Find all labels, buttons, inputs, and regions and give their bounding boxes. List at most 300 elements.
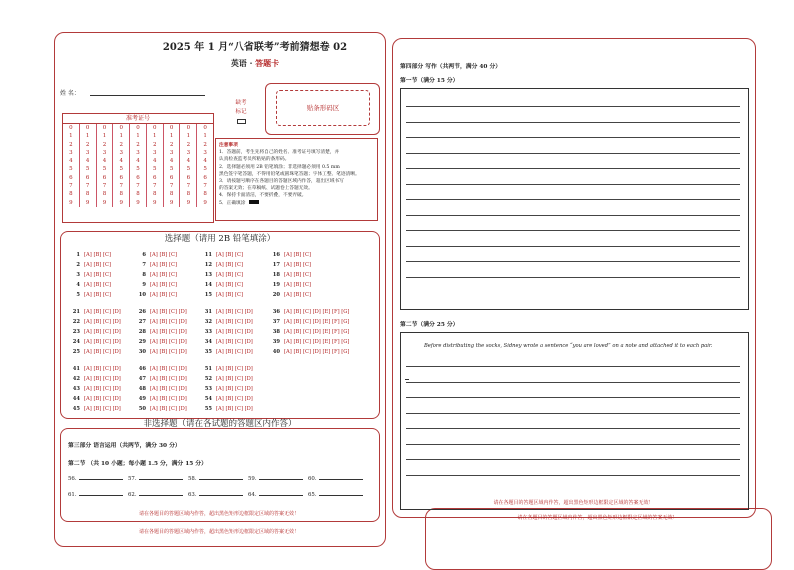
question-number: 26: [138, 309, 146, 315]
exam-id-digit[interactable]: 4: [186, 158, 191, 165]
exam-id-digit[interactable]: 2: [85, 141, 90, 148]
name-field[interactable]: [60, 88, 80, 97]
choice-question[interactable]: [130, 309, 187, 315]
choice-question[interactable]: [196, 272, 243, 278]
exam-id-digit[interactable]: 0: [186, 125, 191, 131]
exam-id-columns[interactable]: [63, 124, 213, 207]
exam-id-digit[interactable]: 6: [136, 174, 140, 181]
right-bottom-warning: 请在各题目的答题区域内作答，超出黑色矩形边框限定区域的答案无效！: [517, 515, 678, 521]
choice-question[interactable]: [64, 252, 111, 258]
answer-options[interactable]: [A] [B] [C] [D]: [216, 339, 253, 345]
question-number: 50: [138, 406, 146, 412]
writing-line: [406, 199, 740, 200]
question-number: 8: [142, 272, 146, 278]
blank-underline[interactable]: [139, 495, 183, 496]
choice-question[interactable]: [64, 406, 121, 412]
answer-options[interactable]: [A] [B] [C] [D]: [150, 386, 187, 392]
choice-question[interactable]: [264, 272, 311, 278]
exam-id-digit[interactable]: 7: [69, 183, 73, 190]
choice-question[interactable]: [264, 292, 311, 298]
exam-id-column[interactable]: [164, 124, 181, 207]
choice-question[interactable]: [130, 339, 187, 345]
exam-id-digit[interactable]: 4: [136, 158, 140, 165]
exam-id-column[interactable]: [63, 124, 80, 207]
exam-id-digit[interactable]: 6: [69, 174, 73, 181]
blank-number: 64.: [248, 492, 257, 498]
choice-question[interactable]: [130, 319, 187, 325]
answer-options[interactable]: [A] [B] [C] [D]: [150, 406, 187, 412]
choice-question[interactable]: [130, 406, 187, 412]
question-number: 2: [76, 262, 80, 268]
fill-blank[interactable]: [188, 476, 243, 482]
blank-underline[interactable]: [139, 479, 183, 480]
question-number: 10: [138, 292, 146, 298]
choice-question[interactable]: [130, 272, 177, 278]
exam-id-digit[interactable]: 8: [186, 191, 191, 198]
exam-id-digit[interactable]: 7: [119, 183, 123, 190]
notes-line: 的答案无效；在草稿纸、试题卷上答题无效。: [219, 186, 313, 192]
exam-id-digit[interactable]: 6: [102, 174, 107, 181]
writing-line: [406, 397, 740, 398]
question-number: 30: [138, 349, 146, 355]
answer-options[interactable]: [A] [B] [C]: [84, 292, 111, 298]
choice-question[interactable]: [264, 309, 349, 315]
answer-options[interactable]: [A] [B] [C] [D]: [216, 396, 253, 402]
choice-question[interactable]: [64, 272, 111, 278]
choice-question[interactable]: [196, 319, 253, 325]
exam-id-column[interactable]: [80, 124, 97, 207]
choice-question[interactable]: [196, 329, 253, 335]
exam-id-digit[interactable]: 3: [85, 149, 90, 156]
exam-id-digit[interactable]: 6: [85, 174, 90, 181]
question-number: 54: [204, 396, 212, 402]
choice-question[interactable]: [64, 319, 121, 325]
exam-id-digit[interactable]: 1: [153, 133, 157, 140]
answer-options[interactable]: [A] [B] [C]: [84, 252, 111, 258]
answer-options[interactable]: [A] [B] [C]: [284, 252, 311, 258]
exam-id-digit[interactable]: 0: [102, 125, 107, 131]
exam-id-digit[interactable]: 4: [119, 158, 123, 165]
writing-line: [406, 246, 740, 247]
answer-options[interactable]: [A] [B] [C]: [284, 282, 311, 288]
name-label: 姓 名：: [60, 90, 80, 97]
exam-id-digit[interactable]: 2: [186, 141, 191, 148]
choice-question[interactable]: [196, 292, 243, 298]
question-number: 46: [138, 366, 146, 372]
question-number: 24: [72, 339, 80, 345]
choice-question[interactable]: [130, 366, 187, 372]
exam-id-digit[interactable]: 2: [102, 141, 107, 148]
exam-id-digit[interactable]: 2: [153, 141, 157, 148]
exam-id-digit[interactable]: 5: [169, 166, 174, 173]
choice-question[interactable]: [196, 309, 253, 315]
exam-id-digit[interactable]: 1: [102, 133, 107, 140]
exam-id-column[interactable]: [147, 124, 164, 207]
answer-options[interactable]: [A] [B] [C]: [150, 262, 177, 268]
answer-options[interactable]: [A] [B] [C] [D]: [84, 376, 121, 382]
exam-id-digit[interactable]: 2: [119, 141, 123, 148]
exam-id-digit[interactable]: 5: [69, 166, 73, 173]
answer-options[interactable]: [A] [B] [C] [D]: [84, 319, 121, 325]
exam-id-digit[interactable]: 5: [85, 166, 90, 173]
answer-options[interactable]: [A] [B] [C]: [284, 262, 311, 268]
choice-question[interactable]: [130, 329, 187, 335]
question-number: 49: [138, 396, 146, 402]
exam-id-digit[interactable]: 9: [85, 199, 90, 206]
exam-id-column[interactable]: [197, 124, 213, 207]
fill-blank[interactable]: [128, 492, 183, 498]
question-number: 55: [204, 406, 212, 412]
exam-id-digit[interactable]: 9: [102, 199, 107, 206]
blank-number: 58.: [188, 476, 197, 482]
choice-question[interactable]: [130, 262, 177, 268]
choice-question[interactable]: [264, 339, 349, 345]
answer-options[interactable]: [A] [B] [C] [D]: [150, 309, 187, 315]
exam-id-digit[interactable]: 4: [169, 158, 174, 165]
exam-id-digit[interactable]: 6: [119, 174, 123, 181]
answer-options[interactable]: [A] [B] [C] [D]: [84, 309, 121, 315]
answer-options[interactable]: [A] [B] [C] [D] [E] [F] [G]: [284, 349, 350, 355]
answer-options[interactable]: [A] [B] [C] [D] [E] [F] [G]: [284, 339, 350, 345]
choice-question[interactable]: [64, 349, 121, 355]
exam-id-digit[interactable]: 1: [136, 133, 140, 140]
choice-question[interactable]: [64, 329, 121, 335]
page-title: 2025 年 1 月“八省联考”考前猜想卷 02: [162, 42, 348, 53]
choice-question[interactable]: [130, 252, 177, 258]
answer-options[interactable]: [A] [B] [C]: [216, 262, 243, 268]
answer-options[interactable]: [A] [B] [C]: [150, 252, 177, 258]
choice-question[interactable]: [196, 366, 253, 372]
exam-id-digit[interactable]: 4: [153, 158, 157, 165]
exam-id-digit[interactable]: 4: [69, 158, 73, 165]
choice-question[interactable]: [196, 282, 243, 288]
exam-id-digit[interactable]: 4: [85, 158, 90, 165]
exam-id-digit[interactable]: 9: [119, 199, 123, 206]
answer-options[interactable]: [A] [B] [C] [D]: [150, 376, 187, 382]
answer-options[interactable]: [A] [B] [C] [D]: [216, 319, 253, 325]
question-number: 16: [272, 252, 280, 258]
answer-options[interactable]: [A] [B] [C] [D]: [150, 339, 187, 345]
exam-id-digit[interactable]: 2: [136, 141, 140, 148]
question-number: 7: [142, 262, 146, 268]
exam-id-digit[interactable]: 9: [203, 199, 207, 206]
blank-underline[interactable]: [319, 495, 363, 496]
answer-options[interactable]: [A] [B] [C] [D]: [216, 406, 253, 412]
exam-id-grid[interactable]: [62, 113, 214, 223]
part4-heading: 第四部分 写作（共两节，满分 40 分）: [400, 64, 502, 70]
answer-options[interactable]: [A] [B] [C] [D]: [84, 339, 121, 345]
answer-options[interactable]: [A] [B] [C] [D]: [216, 309, 253, 315]
choice-question[interactable]: [264, 349, 349, 355]
answer-options[interactable]: [A] [B] [C]: [84, 282, 111, 288]
exam-id-digit[interactable]: 5: [102, 166, 107, 173]
choice-question[interactable]: [196, 406, 253, 412]
right-mid-warning: 请在各题目的答题区域内作答，超出黑色矩形边框限定区域的答案无效！: [493, 500, 654, 506]
answer-options[interactable]: [A] [B] [C]: [150, 292, 177, 298]
blank-underline[interactable]: [199, 479, 243, 480]
exam-id-digit[interactable]: 0: [136, 125, 140, 131]
exam-id-digit[interactable]: 0: [153, 125, 157, 131]
exam-id-digit[interactable]: 8: [85, 191, 90, 198]
exam-id-digit[interactable]: 9: [136, 199, 140, 206]
answer-options[interactable]: [A] [B] [C] [D]: [216, 349, 253, 355]
answer-options[interactable]: [A] [B] [C]: [216, 252, 243, 258]
exam-id-column[interactable]: [97, 124, 114, 207]
answer-options[interactable]: [A] [B] [C] [D]: [216, 376, 253, 382]
exam-id-digit[interactable]: 3: [203, 149, 207, 156]
exam-id-digit[interactable]: 9: [186, 199, 191, 206]
exam-id-digit[interactable]: 8: [119, 191, 123, 198]
exam-id-digit[interactable]: 7: [203, 183, 207, 190]
choice-question[interactable]: [130, 386, 187, 392]
answer-options[interactable]: [A] [B] [C] [D]: [84, 396, 121, 402]
answer-options[interactable]: [A] [B] [C]: [216, 282, 243, 288]
exam-id-digit[interactable]: 6: [203, 174, 207, 181]
exam-id-digit[interactable]: 8: [153, 191, 157, 198]
question-number: 9: [142, 282, 146, 288]
answer-options[interactable]: [A] [B] [C] [D]: [84, 406, 121, 412]
choice-question[interactable]: [196, 339, 253, 345]
answer-options[interactable]: [A] [B] [C]: [284, 292, 311, 298]
exam-id-digit[interactable]: 8: [69, 191, 73, 198]
writing-line: [406, 137, 740, 138]
answer-options[interactable]: [A] [B] [C] [D]: [216, 366, 253, 372]
subject-label: 英语 ·: [230, 58, 256, 68]
choice-question[interactable]: [196, 376, 253, 382]
question-number: 19: [272, 282, 280, 288]
question-number: 23: [72, 329, 80, 335]
blank-underline[interactable]: [259, 479, 303, 480]
writing-line: [406, 382, 740, 383]
choice-question[interactable]: [130, 376, 187, 382]
absent-mark[interactable]: [230, 99, 252, 124]
exam-id-digit[interactable]: 2: [203, 141, 207, 148]
choice-question[interactable]: [130, 396, 187, 402]
exam-id-digit[interactable]: 9: [69, 199, 73, 206]
choice-question[interactable]: [130, 282, 177, 288]
exam-id-digit[interactable]: 5: [136, 166, 140, 173]
choice-question[interactable]: [64, 292, 111, 298]
exam-id-digit[interactable]: 7: [169, 183, 174, 190]
choice-question[interactable]: [64, 282, 111, 288]
choice-question[interactable]: [130, 349, 187, 355]
answer-options[interactable]: [A] [B] [C] [D]: [84, 366, 121, 372]
choice-question[interactable]: [196, 262, 243, 268]
exam-id-digit[interactable]: 1: [186, 133, 191, 140]
answer-options[interactable]: [A] [B] [C]: [284, 272, 311, 278]
writing-line: [406, 122, 740, 123]
blank-number: 65.: [308, 492, 317, 498]
choice-question[interactable]: [196, 396, 253, 402]
choice-question[interactable]: [264, 252, 311, 258]
exam-id-digit[interactable]: 0: [203, 125, 207, 131]
exam-id-digit[interactable]: 3: [186, 149, 191, 156]
fill-blank[interactable]: [68, 476, 123, 482]
exam-id-digit[interactable]: 5: [119, 166, 123, 173]
choice-question[interactable]: [196, 349, 253, 355]
choice-question[interactable]: [264, 282, 311, 288]
blank-number: 60.: [308, 476, 317, 482]
exam-id-digit[interactable]: 8: [102, 191, 107, 198]
exam-id-column[interactable]: [130, 124, 147, 207]
exam-id-digit[interactable]: 1: [85, 133, 90, 140]
answer-options[interactable]: [A] [B] [C] [D]: [150, 319, 187, 325]
writing-line: [406, 230, 740, 231]
answer-options[interactable]: [A] [B] [C] [D] [E] [F] [G]: [284, 319, 350, 325]
exam-id-digit[interactable]: 3: [119, 149, 123, 156]
choice-question[interactable]: [64, 396, 121, 402]
exam-id-digit[interactable]: 7: [102, 183, 107, 190]
exam-id-digit[interactable]: 3: [153, 149, 157, 156]
writing-line: [406, 106, 740, 107]
exam-id-digit[interactable]: 5: [153, 166, 157, 173]
answer-options[interactable]: [A] [B] [C] [D]: [216, 386, 253, 392]
notes-line: 1．答题前，考生先将自己的姓名、准考证号填写清楚，并: [219, 150, 340, 156]
question-number: 34: [204, 339, 212, 345]
exam-id-digit[interactable]: 0: [169, 125, 174, 131]
fill-blank[interactable]: [68, 492, 123, 498]
fill-blank[interactable]: [308, 492, 363, 498]
choice-question[interactable]: [196, 252, 243, 258]
question-number: 18: [272, 272, 280, 278]
answer-options[interactable]: [A] [B] [C]: [216, 292, 243, 298]
exam-id-digit[interactable]: 3: [69, 149, 73, 156]
exam-id-label: 准考证号: [63, 114, 213, 124]
absent-label-1: 缺考: [235, 100, 247, 106]
writing-line: [406, 413, 740, 414]
answer-options[interactable]: [A] [B] [C] [D]: [150, 366, 187, 372]
fill-blank[interactable]: [128, 476, 183, 482]
answer-options[interactable]: [A] [B] [C]: [150, 282, 177, 288]
choice-question[interactable]: [264, 319, 349, 325]
writing-line: [406, 153, 740, 154]
question-number: 3: [76, 272, 80, 278]
answer-options[interactable]: [A] [B] [C]: [84, 272, 111, 278]
card-subtitle: [160, 58, 350, 69]
blank-underline[interactable]: [319, 479, 363, 480]
exam-id-column[interactable]: [180, 124, 197, 207]
exam-id-digit[interactable]: 8: [203, 191, 207, 198]
exam-id-digit[interactable]: 5: [203, 166, 207, 173]
blank-number: 63.: [188, 492, 197, 498]
notes-line: 5．正确填涂: [219, 200, 374, 207]
fill-blank[interactable]: [248, 492, 303, 498]
choice-question[interactable]: [64, 262, 111, 268]
exam-id-digit[interactable]: 9: [169, 199, 174, 206]
choice-question[interactable]: [64, 366, 121, 372]
question-number: 27: [138, 319, 146, 325]
exam-id-digit[interactable]: 1: [69, 133, 73, 140]
choice-question[interactable]: [130, 292, 177, 298]
exam-id-digit[interactable]: 1: [203, 133, 207, 140]
exam-id-digit[interactable]: 4: [102, 158, 107, 165]
exam-id-digit[interactable]: 3: [136, 149, 140, 156]
answer-options[interactable]: [A] [B] [C] [D]: [150, 329, 187, 335]
exam-id-digit[interactable]: 1: [119, 133, 123, 140]
notes-title: 注意事项: [219, 143, 238, 148]
fill-blank[interactable]: [248, 476, 303, 482]
exam-id-digit[interactable]: 0: [69, 125, 73, 131]
exam-id-digit[interactable]: 8: [136, 191, 140, 198]
exam-id-digit[interactable]: 0: [85, 125, 90, 131]
exam-id-digit[interactable]: 0: [119, 125, 123, 131]
writing-section2-box[interactable]: [400, 332, 749, 510]
exam-id-digit[interactable]: 2: [69, 141, 73, 148]
answer-options[interactable]: [A] [B] [C] [D] [E] [F] [G]: [284, 329, 350, 335]
answer-options[interactable]: [A] [B] [C] [D]: [84, 386, 121, 392]
question-number: 31: [204, 309, 212, 315]
exam-id-digit[interactable]: 7: [85, 183, 90, 190]
answer-options[interactable]: [A] [B] [C] [D]: [84, 349, 121, 355]
choice-question[interactable]: [64, 339, 121, 345]
answer-options[interactable]: [A] [B] [C]: [84, 262, 111, 268]
exam-id-digit[interactable]: 9: [153, 199, 157, 206]
blank-number: 61.: [68, 492, 77, 498]
exam-id-digit[interactable]: 4: [203, 158, 207, 165]
fill-blank[interactable]: [308, 476, 363, 482]
question-number: 40: [272, 349, 280, 355]
exam-id-digit[interactable]: 5: [186, 166, 191, 173]
question-number: 21: [72, 309, 80, 315]
question-number: 38: [272, 329, 280, 335]
absent-checkbox[interactable]: [237, 119, 246, 124]
question-number: 13: [204, 272, 212, 278]
exam-id-digit[interactable]: 1: [169, 133, 174, 140]
exam-id-digit[interactable]: 7: [186, 183, 191, 190]
inner-warning: 请在各题目的答题区域内作答，超出黑色矩形边框限定区域的答案无效！: [138, 511, 299, 517]
blank-underline[interactable]: [79, 479, 123, 480]
barcode-area: [276, 90, 370, 126]
answer-options[interactable]: [A] [B] [C]: [216, 272, 243, 278]
choice-question[interactable]: [264, 329, 349, 335]
exam-id-digit[interactable]: 2: [169, 141, 174, 148]
exam-id-digit[interactable]: 3: [102, 149, 107, 156]
exam-id-digit[interactable]: 8: [169, 191, 174, 198]
exam-id-digit[interactable]: 6: [169, 174, 174, 181]
barcode-label: 贴条形码区: [306, 104, 340, 112]
writing-line: [406, 428, 740, 429]
question-number: 6: [142, 252, 146, 258]
choice-question[interactable]: [264, 262, 311, 268]
choice-question[interactable]: [64, 376, 121, 382]
blank-underline[interactable]: [259, 495, 303, 496]
blank-underline[interactable]: [79, 495, 123, 496]
choice-question[interactable]: [196, 386, 253, 392]
exam-id-digit[interactable]: 6: [153, 174, 157, 181]
writing-line: [406, 261, 740, 262]
exam-id-digit[interactable]: 3: [169, 149, 174, 156]
fill-blank[interactable]: [188, 492, 243, 498]
answer-options[interactable]: [A] [B] [C] [D]: [150, 396, 187, 402]
answer-options[interactable]: [A] [B] [C] [D]: [84, 329, 121, 335]
answer-options[interactable]: [A] [B] [C] [D]: [216, 329, 253, 335]
answer-options[interactable]: [A] [B] [C] [D] [E] [F] [G]: [284, 309, 350, 315]
writing-line: [406, 459, 740, 460]
answer-options[interactable]: [A] [B] [C] [D]: [150, 349, 187, 355]
question-number: 45: [72, 406, 80, 412]
exam-id-column[interactable]: [113, 124, 130, 207]
choice-question[interactable]: [64, 309, 121, 315]
choice-question[interactable]: [64, 386, 121, 392]
answer-options[interactable]: [A] [B] [C]: [150, 272, 177, 278]
question-number: 20: [272, 292, 280, 298]
writing-line: [406, 366, 740, 367]
exam-id-digit[interactable]: 7: [136, 183, 140, 190]
blank-underline[interactable]: [199, 495, 243, 496]
exam-id-digit[interactable]: 6: [186, 174, 191, 181]
exam-id-digit[interactable]: 7: [153, 183, 157, 190]
writing-line: [406, 475, 740, 476]
